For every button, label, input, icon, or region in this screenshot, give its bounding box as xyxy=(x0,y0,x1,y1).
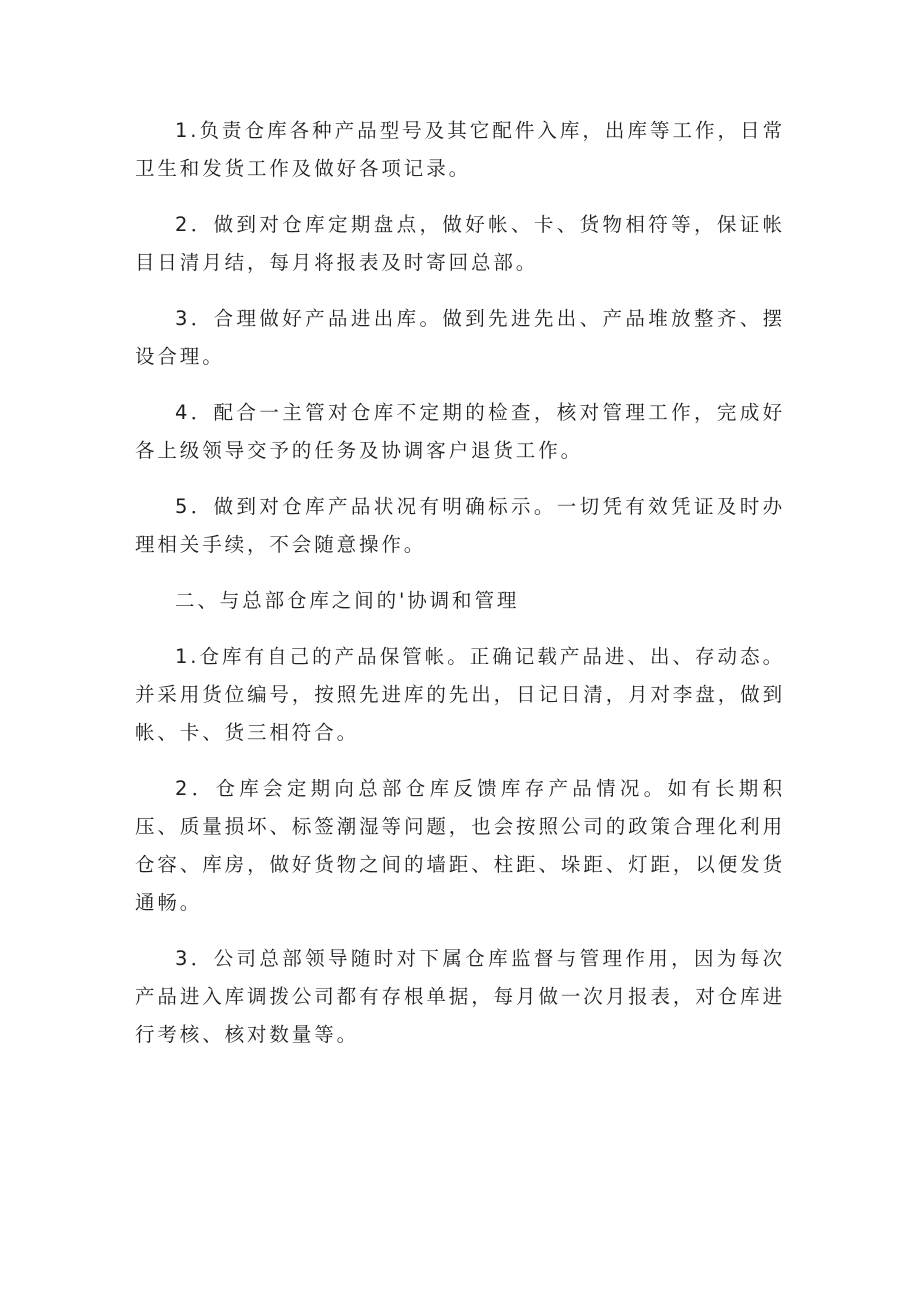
paragraph-duty-4: 4．配合一主管对仓库不定期的检查，核对管理工作，完成好各上级领导交予的任务及协调客户退货工作。 xyxy=(135,401,785,462)
document-body xyxy=(135,112,785,1072)
paragraph-duty-1: 1.负责仓库各种产品型号及其它配件入库，出库等工作，日常卫生和发货工作及做好各项记录。 xyxy=(135,119,785,180)
paragraph-duty-5: 5．做到对仓库产品状况有明确标示。一切凭有效凭证及时办理相关手续，不会随意操作。 xyxy=(135,495,785,556)
section-heading: 二、与总部仓库之间的'协调和管理 xyxy=(175,589,520,612)
paragraph-coordination-1: 1.仓库有自己的产品保管帐。正确记载产品进、出、存动态。并采用货位编号，按照先进库的先出，日记日清，月对李盘，做到帐、卡、货三相符合。 xyxy=(135,645,785,744)
paragraph-coordination-3: 3．公司总部领导随时对下属仓库监督与管理作用，因为每次产品进入库调拨公司都有存根单据，每月做一次月报表，对仓库进行考核、核对数量等。 xyxy=(135,947,785,1046)
paragraph-coordination-2: 2．仓库会定期向总部仓库反馈库存产品情况。如有长期积压、质量损坏、标签潮湿等问题，也会按照公司的政策合理化利用仓容、库房，做好货物之间的墙距、柱距、垛距、灯距，以便发货通畅。 xyxy=(135,777,785,914)
paragraph-duty-2: 2．做到对仓库定期盘点，做好帐、卡、货物相符等，保证帐目日清月结，每月将报表及时寄回总部。 xyxy=(135,213,785,274)
paragraph-duty-3: 3．合理做好产品进出库。做到先进先出、产品堆放整齐、摆设合理。 xyxy=(135,307,785,368)
